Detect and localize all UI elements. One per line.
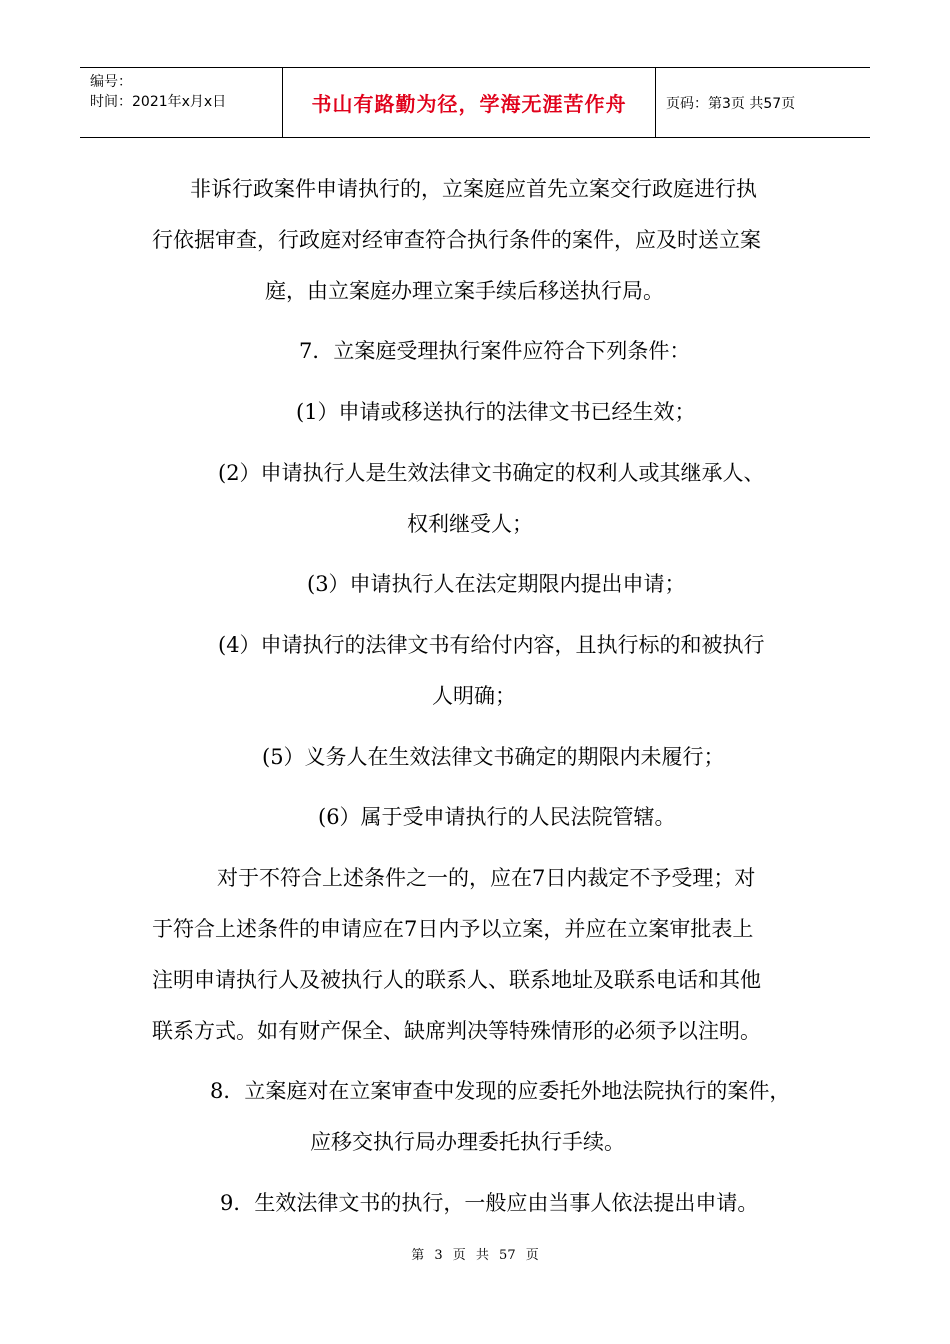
text-line: (1）申请或移送执行的法律文书已经生效； xyxy=(296,400,696,424)
text-line: (2）申请执行人是生效法律文书确定的权利人或其继承人、 xyxy=(218,461,765,485)
text-line: 于符合上述条件的申请应在7日内予以立案，并应在立案审批表上 xyxy=(152,917,754,941)
text-line: 行依据审查，行政庭对经审查符合执行条件的案件，应及时送立案 xyxy=(152,228,761,252)
text-line: 应移交执行局办理委托执行手续。 xyxy=(310,1130,625,1154)
text-line: 庭，由立案庭办理立案手续后移送执行局。 xyxy=(265,279,664,303)
text-line: (5）义务人在生效法律文书确定的期限内未履行； xyxy=(262,745,725,769)
header-motto: 书山有路勤为径，学海无涯苦作舟 xyxy=(282,68,656,137)
document-time-label: 时间：2021年x月x日 xyxy=(90,94,227,110)
header-page-info: 页码：第3页 共57页 xyxy=(666,95,796,112)
text-line: 对于不符合上述条件之一的，应在7日内裁定不予受理；对 xyxy=(217,866,756,890)
text-line: 7．立案庭受理执行案件应符合下列条件： xyxy=(299,339,691,363)
text-line: 权利继受人； xyxy=(407,512,533,536)
text-line: 8．立案庭对在立案审查中发现的应委托外地法院执行的案件， xyxy=(210,1079,791,1103)
text-line: 非诉行政案件申请执行的，立案庭应首先立案交行政庭进行执 xyxy=(190,177,757,201)
text-line: 9．生效法律文书的执行，一般应由当事人依法提出申请。 xyxy=(220,1191,759,1215)
page-footer: 第 3 页 共 57 页 xyxy=(411,1248,539,1263)
document-number-label: 编号： xyxy=(90,74,132,90)
header-meta xyxy=(80,68,282,137)
text-line: (4）申请执行的法律文书有给付内容，且执行标的和被执行 xyxy=(218,633,765,657)
text-line: (6）属于受申请执行的人民法院管辖。 xyxy=(318,805,676,829)
text-line: 人明确； xyxy=(432,684,516,708)
text-line: 联系方式。如有财产保全、缺席判决等特殊情形的必须予以注明。 xyxy=(152,1019,761,1043)
text-line: (3）申请执行人在法定期限内提出申请； xyxy=(307,572,686,596)
page-header xyxy=(80,67,870,138)
text-line: 注明申请执行人及被执行人的联系人、联系地址及联系电话和其他 xyxy=(152,968,761,992)
